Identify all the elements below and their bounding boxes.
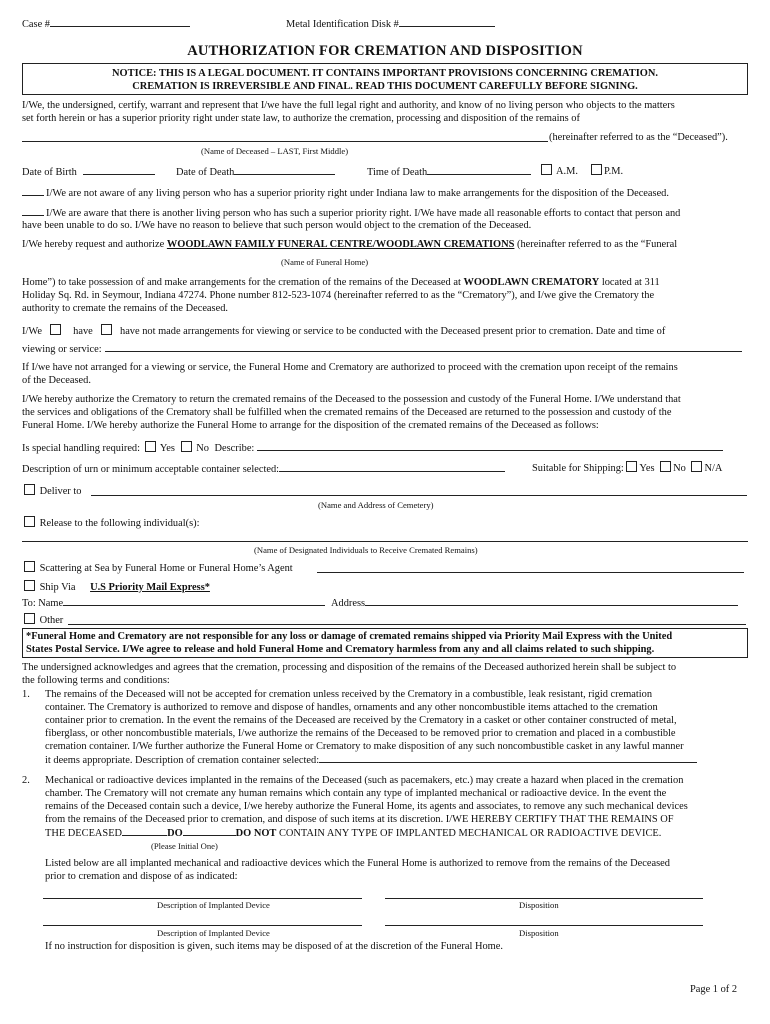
am-option[interactable] bbox=[541, 164, 578, 178]
device-description-caption-1: Description of Implanted Device bbox=[157, 900, 270, 910]
am-label: A.M. bbox=[556, 166, 578, 177]
have-checkbox[interactable] bbox=[50, 324, 61, 335]
shipping-disclaimer-box bbox=[22, 628, 748, 658]
aware-text-1: I/We are aware that there is another living person who has such a superior priority right. I/We have made all reasonable efforts to contact that person and bbox=[46, 208, 681, 219]
initial-caption: (Please Initial One) bbox=[151, 841, 218, 851]
case-number-label: Case # bbox=[22, 19, 50, 30]
not-aware-initial[interactable] bbox=[22, 186, 44, 196]
ship-to-name-label: To: Name bbox=[22, 598, 64, 609]
other-field[interactable] bbox=[68, 624, 746, 625]
home-line-1 bbox=[22, 276, 660, 289]
handling-describe-label: Describe: bbox=[214, 443, 255, 454]
deceased-caption: (Name of Deceased – LAST, First Middle) bbox=[201, 146, 349, 156]
intro-line-2: set forth herein or has a superior priority right under state law, to authorize the cremation, processing and disposition of the remains of bbox=[22, 113, 580, 124]
viewing-date-field[interactable] bbox=[22, 342, 742, 356]
home-line-2: Holiday Sq. Rd. in Seymour, Indiana 47274. Phone number 812-523-1074 (hereinafter referred to as the “Crematory”), and I/we give the Crematory the bbox=[22, 290, 655, 301]
date-of-death-label: Date of Death bbox=[176, 167, 235, 178]
return-line-3: Funeral Home. I/We hereby authorize the Funeral Home to arrange for the disposition of the cremated remains of the Deceased as follows: bbox=[22, 420, 599, 431]
item-1-number: 1. bbox=[22, 689, 30, 700]
intro-line-1: I/We, the undersigned, certify, warrant and represent that I/we have the full legal right and authority, and know of no living person who objects to the matters bbox=[22, 100, 675, 111]
legal-notice-box bbox=[22, 63, 748, 95]
pm-checkbox[interactable] bbox=[591, 164, 602, 175]
terms-line-1: The undersigned acknowledges and agrees that the cremation, processing and disposition of the remains of the Deceased authorized herein shall be subject to bbox=[22, 662, 677, 673]
case-number-field[interactable] bbox=[22, 17, 190, 31]
other-label: Other bbox=[39, 615, 64, 626]
ship-address-label: Address bbox=[331, 598, 366, 609]
time-of-death-label: Time of Death bbox=[367, 167, 428, 178]
no-arrange-line-2: of the Deceased. bbox=[22, 375, 91, 386]
date-of-birth-label: Date of Birth bbox=[22, 167, 77, 178]
return-line-2: the services and obligations of the Crematory shall be fulfilled when the cremated remains of the Deceased are returned to the possession and custody of the bbox=[22, 407, 672, 418]
item-1-line-5: cremation container. I/We further authorize the Funeral Home or Crematory to make disposition of any such noncombustible casket in any lawful manner bbox=[45, 741, 684, 752]
terms-line-2: the following terms and conditions: bbox=[22, 675, 170, 686]
funeral-home-caption: (Name of Funeral Home) bbox=[281, 257, 369, 267]
aware-initial[interactable] bbox=[22, 206, 44, 216]
device-disposition-caption-1: Disposition bbox=[519, 900, 559, 910]
page-title: AUTHORIZATION FOR CREMATION AND DISPOSITION bbox=[187, 43, 583, 59]
ship-row bbox=[24, 580, 210, 594]
handling-no-label: No bbox=[196, 443, 209, 454]
home-line-1-end: located at 311 bbox=[601, 277, 660, 288]
deceased-name-field[interactable] bbox=[22, 141, 548, 142]
disclaimer-line-2: States Postal Service. I/We agree to release and hold Funeral Home and Crematory harmless from any and all claims related to such shipping. bbox=[26, 644, 655, 655]
am-checkbox[interactable] bbox=[541, 164, 552, 175]
release-field[interactable] bbox=[22, 541, 748, 542]
ship-label: Ship Via bbox=[39, 582, 76, 593]
container-selected-field[interactable] bbox=[45, 753, 697, 767]
ship-address-field[interactable] bbox=[331, 596, 738, 610]
item-2-number: 2. bbox=[22, 775, 30, 786]
shipping-label: Suitable for Shipping: bbox=[532, 463, 624, 474]
not-aware-text: I/We are not aware of any living person who has a superior priority right under Indiana law to make arrangements for the disposition of the Deceased. bbox=[46, 188, 669, 199]
scatter-row bbox=[24, 561, 293, 575]
device-description-field-1[interactable] bbox=[43, 898, 362, 899]
pm-option[interactable] bbox=[591, 164, 623, 178]
viewing-iwe: I/We bbox=[22, 326, 42, 337]
deceased-suffix: (hereinafter referred to as the “Deceased”). bbox=[549, 132, 728, 143]
funeral-home-name: WOODLAWN FAMILY FUNERAL CENTRE/WOODLAWN CREMATIONS bbox=[166, 239, 515, 250]
pm-label: P.M. bbox=[604, 166, 624, 177]
device-disposition-field-1[interactable] bbox=[385, 898, 703, 899]
handling-label: Is special handling required: bbox=[22, 443, 141, 454]
listed-line-1: Listed below are all implanted mechanical and radioactive devices which the Funeral Home is authorized to remove from the remains of the Deceased bbox=[45, 858, 670, 869]
viewing-label: viewing or service: bbox=[22, 344, 102, 355]
special-handling-row bbox=[22, 441, 723, 455]
shipping-row bbox=[532, 461, 722, 475]
deliver-checkbox[interactable] bbox=[24, 484, 35, 495]
item-1-line-2: container. The Crematory is authorized to remove and dispose of handles, ornaments and any other noncombustible items attached to the cremation bbox=[45, 702, 658, 713]
other-checkbox[interactable] bbox=[24, 613, 35, 624]
date-of-death-field[interactable] bbox=[176, 165, 335, 179]
ship-checkbox[interactable] bbox=[24, 580, 35, 591]
authorize-line bbox=[22, 238, 677, 251]
shipping-no-label: No bbox=[673, 463, 686, 474]
item-2-line-4: from the remains of the Deceased prior to cremation, and dispose of such items at its discretion. I/WE HEREBY CERTIFY THAT THE REMAINS OF bbox=[45, 814, 674, 825]
crematory-name: WOODLAWN CREMATORY bbox=[463, 277, 600, 288]
shipping-na-label: N/A bbox=[704, 463, 723, 474]
ship-method: U.S Priority Mail Express* bbox=[90, 582, 210, 593]
notice-line-1: NOTICE: THIS IS A LEGAL DOCUMENT. IT CONTAINS IMPORTANT PROVISIONS CONCERNING CREMATION. bbox=[112, 68, 658, 79]
urn-label: Description of urn or minimum acceptable container selected: bbox=[22, 464, 280, 475]
do-not-label: DO NOT bbox=[235, 828, 277, 839]
handling-describe-field[interactable] bbox=[257, 441, 723, 451]
page-number: Page 1 of 2 bbox=[690, 984, 738, 995]
do-not-initial-field[interactable] bbox=[183, 826, 236, 836]
deliver-label: Deliver to bbox=[39, 486, 82, 497]
viewing-line bbox=[22, 324, 665, 338]
deliver-field[interactable] bbox=[91, 495, 747, 496]
item-1-line-1: The remains of the Deceased will not be accepted for cremation unless received by the Crematory in a combustible, leak resistant, rigid cremation bbox=[45, 689, 653, 700]
other-row bbox=[24, 613, 63, 627]
shipping-no-checkbox[interactable] bbox=[660, 461, 671, 472]
item-2-line-3: remains of the Deceased contain such a device, I/we hereby authorize the Funeral Home, its agents and associates, to remove any such mechanical devices bbox=[45, 801, 688, 812]
metal-disk-label: Metal Identification Disk # bbox=[286, 19, 399, 30]
device-description-caption-2: Description of Implanted Device bbox=[157, 928, 270, 938]
shipping-yes-checkbox[interactable] bbox=[626, 461, 637, 472]
do-initial-field[interactable] bbox=[122, 826, 167, 836]
authorize-prefix: I/We hereby request and authorize bbox=[22, 239, 165, 250]
item-1-line-6: it deems appropriate. Description of cremation container selected: bbox=[45, 755, 320, 766]
have-label: have bbox=[73, 326, 93, 337]
do-label: DO bbox=[167, 828, 183, 839]
item-2-line-1: Mechanical or radioactive devices implanted in the remains of the Deceased (such as pacemakers, etc.) may create a hazard when placed in the cremation bbox=[45, 775, 684, 786]
item-1-line-3: container prior to cremation. In the event the remains of the Deceased are received by the Crematory in a casket or other container constructed of metal, bbox=[45, 715, 677, 726]
item-2-device-text: CONTAIN ANY TYPE OF IMPLANTED MECHANICAL OR RADIOACTIVE DEVICE. bbox=[278, 828, 662, 839]
item-2-line-5 bbox=[45, 826, 661, 840]
handling-yes-checkbox[interactable] bbox=[145, 441, 156, 452]
no-arrange-line-1: If I/we have not arranged for a viewing or service, the Funeral Home and Crematory are authorized to proceed with the cremation upon receipt of the remains bbox=[22, 362, 678, 373]
item-2-line-2: chamber. The Crematory will not cremate any human remains which contain any type of implanted mechanical or radioactive device. In the event the bbox=[45, 788, 667, 799]
home-line-3: authority to cremate the remains of the Deceased. bbox=[22, 303, 228, 314]
authorize-suffix: (hereinafter referred to as the “Funeral bbox=[517, 239, 678, 250]
notice-line-2: CREMATION IS IRREVERSIBLE AND FINAL. READ THIS DOCUMENT CAREFULLY BEFORE SIGNING. bbox=[132, 81, 638, 92]
metal-disk-field[interactable] bbox=[286, 17, 495, 31]
device-description-field-2[interactable] bbox=[43, 925, 362, 926]
urn-field[interactable] bbox=[22, 462, 505, 476]
handling-yes-label: Yes bbox=[159, 443, 175, 454]
release-label: Release to the following individual(s): bbox=[39, 518, 200, 529]
aware-text-2: have been unable to do so. I/We have no reason to believe that such person would object to the cremation of the Deceased. bbox=[22, 220, 532, 231]
no-instruction-text: If no instruction for disposition is given, such items may be disposed of at the discretion of the Funeral Home. bbox=[45, 941, 503, 952]
have-not-checkbox[interactable] bbox=[101, 324, 112, 335]
shipping-na-checkbox[interactable] bbox=[691, 461, 702, 472]
release-caption: (Name of Designated Individuals to Receive Cremated Remains) bbox=[254, 545, 478, 555]
device-disposition-field-2[interactable] bbox=[385, 925, 703, 926]
release-row bbox=[24, 516, 199, 530]
deliver-caption: (Name and Address of Cemetery) bbox=[318, 500, 434, 510]
not-aware-statement[interactable] bbox=[22, 186, 669, 200]
listed-line-2: prior to cremation and dispose of as indicated: bbox=[45, 871, 238, 882]
scatter-field[interactable] bbox=[317, 572, 744, 573]
device-disposition-caption-2: Disposition bbox=[519, 928, 559, 938]
return-line-1: I/We hereby authorize the Crematory to return the cremated remains of the Deceased to the possession and custody of the Funeral Home. I/We understand that bbox=[22, 394, 681, 405]
scatter-label: Scattering at Sea by Funeral Home or Funeral Home’s Agent bbox=[39, 563, 293, 574]
home-line-1-text: Home”) to take possession of and make arrangements for the cremation of the remains of the Deceased at bbox=[22, 277, 461, 288]
disclaimer-line-1: *Funeral Home and Crematory are not responsible for any loss or damage of cremated remains shipped via Priority Mail Express with the United bbox=[26, 631, 673, 642]
release-checkbox[interactable] bbox=[24, 516, 35, 527]
time-of-death-field[interactable] bbox=[367, 165, 531, 179]
handling-no-checkbox[interactable] bbox=[181, 441, 192, 452]
viewing-text: have not made arrangements for viewing or service to be conducted with the Deceased present prior to cremation. Date and time of bbox=[120, 326, 666, 337]
item-1-line-4: fiberglass, or other noncombustible materials, I/we authorize the remains of the Deceased to be removed prior to cremation and placed in a combustible bbox=[45, 728, 676, 739]
shipping-yes-label: Yes bbox=[639, 463, 655, 474]
ship-to-name-field[interactable] bbox=[22, 596, 325, 610]
item-2-deceased: THE DECEASED bbox=[45, 828, 123, 839]
deliver-row bbox=[24, 484, 81, 498]
scatter-checkbox[interactable] bbox=[24, 561, 35, 572]
date-of-birth-field[interactable] bbox=[22, 165, 155, 179]
